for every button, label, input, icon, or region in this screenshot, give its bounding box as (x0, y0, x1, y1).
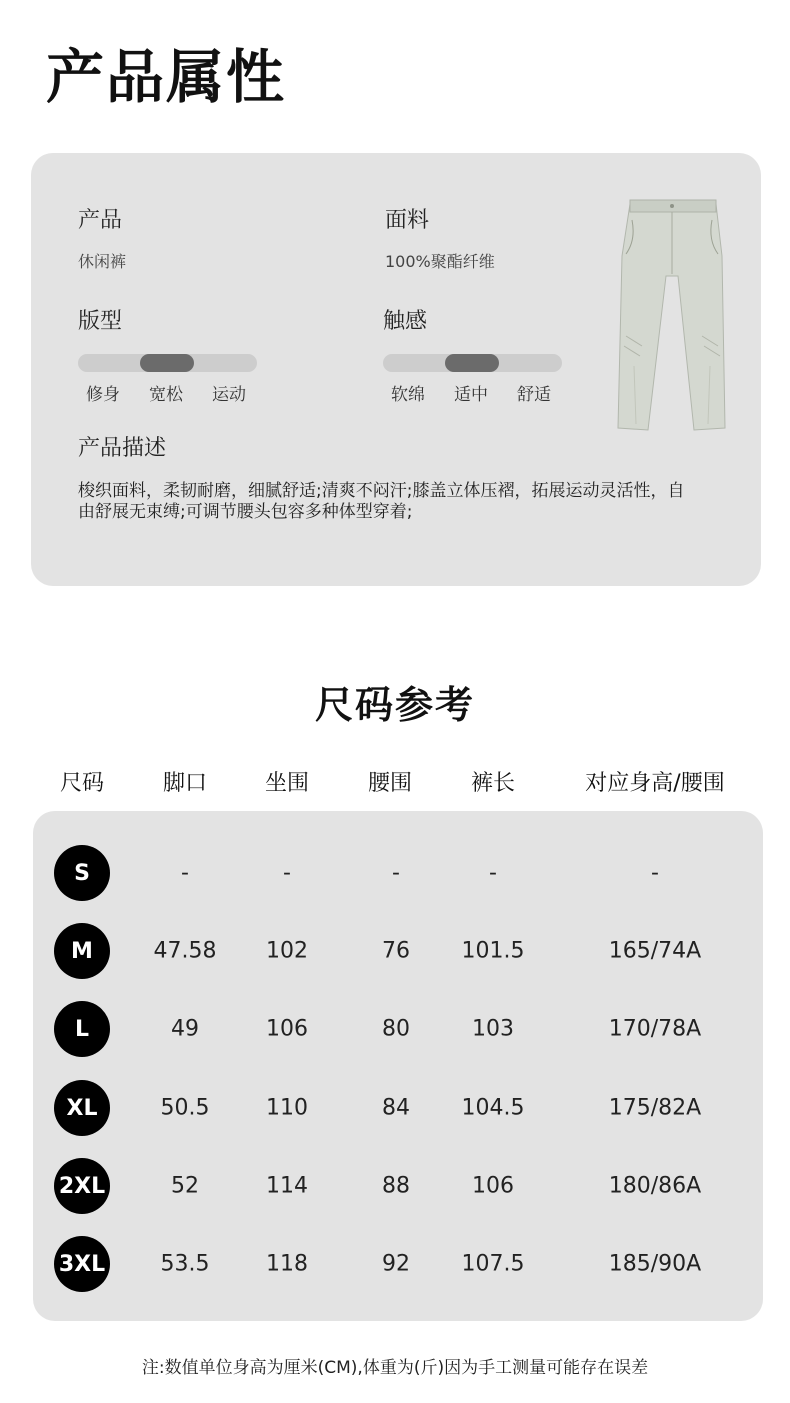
feel-option-medium: 适中 (454, 385, 488, 405)
table-cell: 185/90A (608, 1251, 702, 1277)
fit-option-slim: 修身 (86, 385, 120, 405)
feel-slider (383, 354, 562, 372)
feel-option-comfort: 舒适 (517, 385, 551, 405)
size-badge-2xl: 2XL (54, 1158, 110, 1214)
table-cell: 170/78A (608, 1016, 702, 1042)
table-cell: 92 (382, 1251, 410, 1277)
pants-image (612, 196, 730, 436)
table-cell: 110 (266, 1095, 308, 1121)
fit-slider-fill (140, 354, 194, 372)
feel-option-soft: 软绵 (391, 385, 425, 405)
fabric-value: 100%聚酯纤维 (385, 252, 495, 271)
product-label: 产品 (78, 208, 123, 233)
feel-slider-fill (445, 354, 499, 372)
table-cell: 104.5 (461, 1095, 525, 1121)
table-cell: 52 (171, 1173, 199, 1199)
table-cell: 180/86A (608, 1173, 702, 1199)
header-height-waist: 对应身高/腰围 (585, 771, 725, 796)
table-cell: 76 (382, 938, 410, 964)
fit-slider (78, 354, 257, 372)
table-cell: 107.5 (461, 1251, 525, 1277)
table-cell: - (651, 860, 659, 886)
fit-label: 版型 (78, 309, 123, 334)
table-cell: 49 (171, 1016, 199, 1042)
table-cell: 106 (266, 1016, 308, 1042)
size-badge-s: S (54, 845, 110, 901)
table-cell: 175/82A (608, 1095, 702, 1121)
table-cell: - (181, 860, 189, 886)
product-value: 休闲裤 (78, 252, 127, 271)
feel-label: 触感 (383, 309, 428, 334)
table-cell: 101.5 (461, 938, 525, 964)
table-cell: 165/74A (608, 938, 702, 964)
footnote: 注:数值单位身高为厘米(CM),体重为(斤)因为手工测量可能存在误差 (141, 1358, 649, 1378)
page-title: 产品属性 (46, 43, 287, 111)
table-cell: 103 (472, 1016, 514, 1042)
table-cell: 106 (472, 1173, 514, 1199)
header-size: 尺码 (59, 771, 105, 796)
table-cell: - (489, 860, 497, 886)
table-cell: 80 (382, 1016, 410, 1042)
table-cell: 53.5 (160, 1251, 210, 1277)
header-hem: 脚口 (162, 771, 208, 796)
table-cell: 47.58 (153, 938, 217, 964)
size-table (33, 811, 763, 1321)
header-waist: 腰围 (367, 771, 413, 796)
table-cell: - (392, 860, 400, 886)
table-cell: 84 (382, 1095, 410, 1121)
size-section-title: 尺码参考 (314, 683, 475, 727)
fit-option-loose: 宽松 (149, 385, 183, 405)
product-description: 梭织面料，柔韧耐磨，细腻舒适;清爽不闷汗;膝盖立体压褶，拓展运动灵活性，自由舒展无束缚;可调节腰头包容多种体型穿着; (78, 481, 685, 522)
fabric-label: 面料 (385, 208, 430, 233)
desc-label: 产品描述 (78, 436, 167, 461)
size-badge-l: L (54, 1001, 110, 1057)
size-badge-xl: XL (54, 1080, 110, 1136)
table-cell: 50.5 (160, 1095, 210, 1121)
header-length: 裤长 (470, 771, 516, 796)
size-badge-3xl: 3XL (54, 1236, 110, 1292)
size-badge-m: M (54, 923, 110, 979)
header-hip: 坐围 (264, 771, 310, 796)
table-cell: - (283, 860, 291, 886)
table-cell: 88 (382, 1173, 410, 1199)
table-cell: 102 (266, 938, 308, 964)
table-cell: 118 (266, 1251, 308, 1277)
fit-option-sport: 运动 (212, 385, 246, 405)
table-cell: 114 (266, 1173, 308, 1199)
